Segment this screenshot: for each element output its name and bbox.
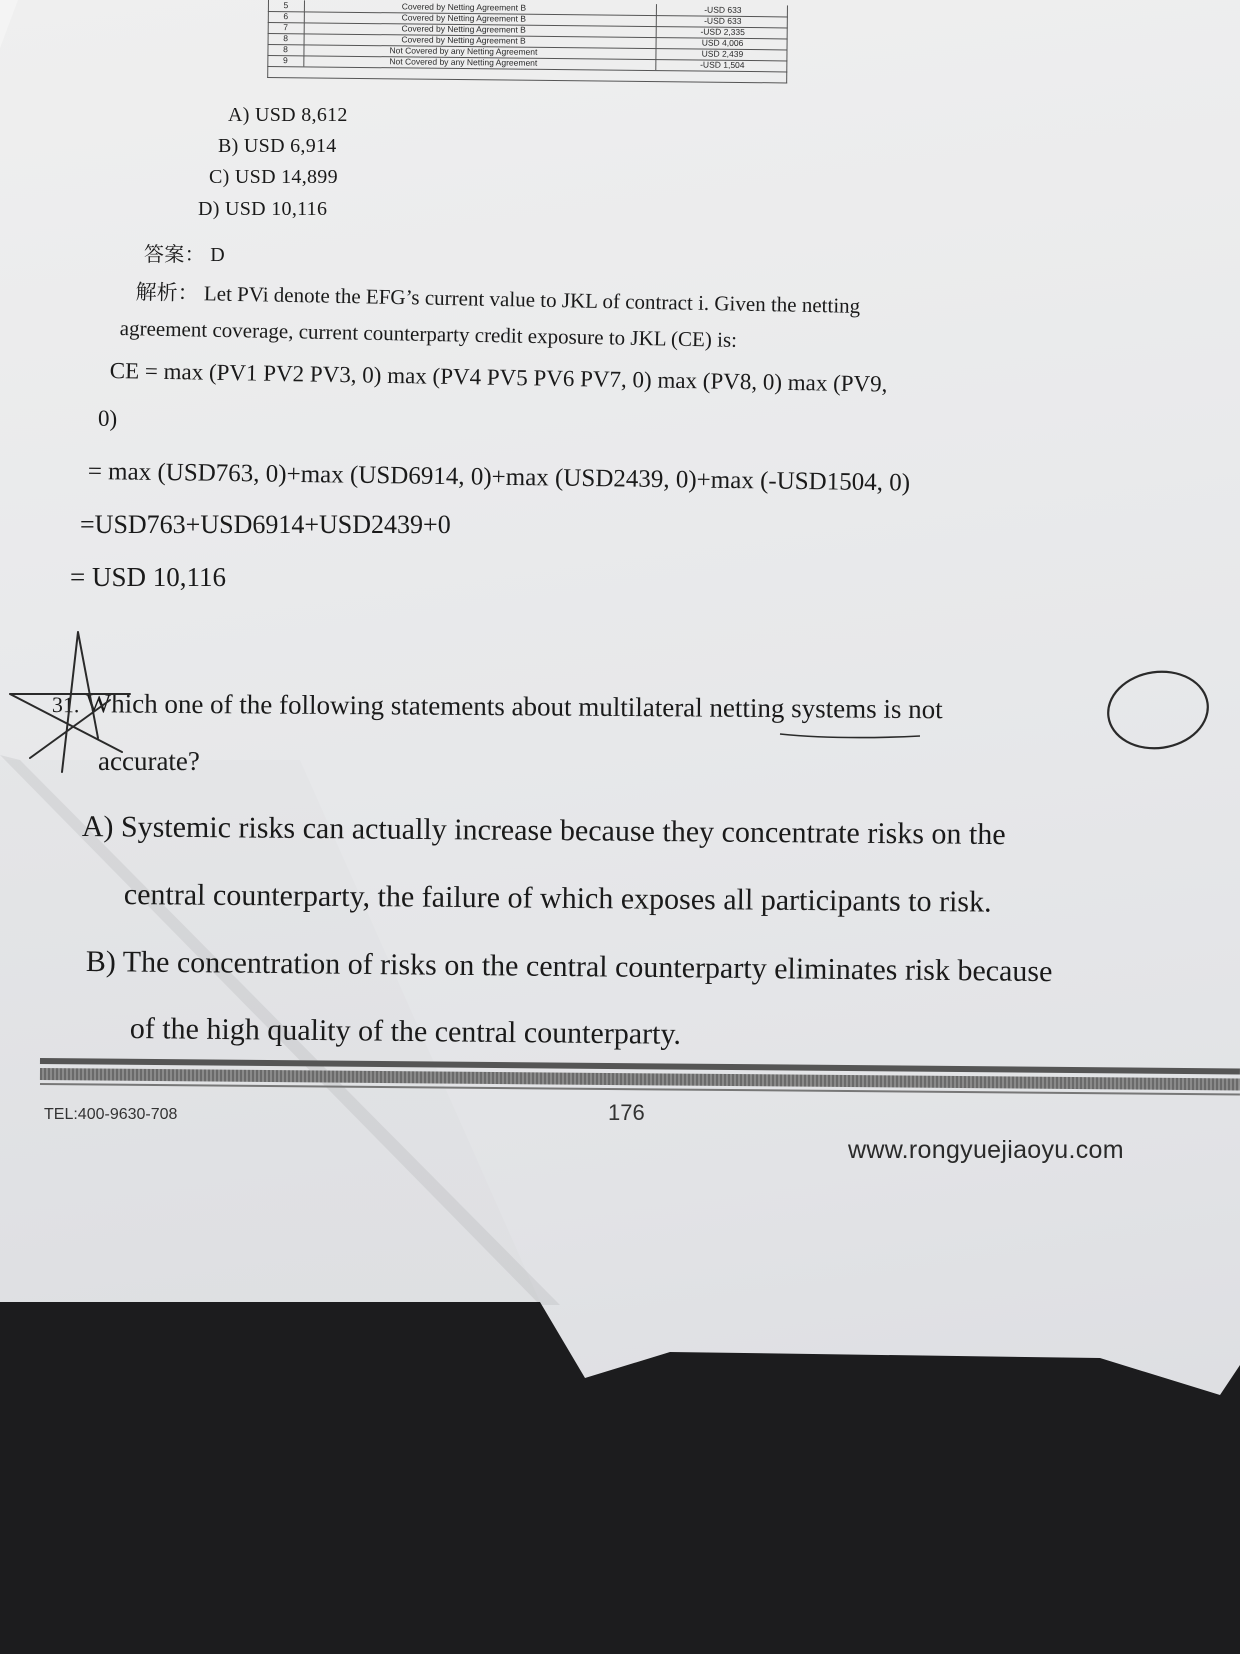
row-number: 8 (283, 33, 289, 44)
formula-line-3: =USD763+USD6914+USD2439+0 (80, 510, 451, 539)
row-value: -USD 633 (656, 4, 789, 16)
row-description: Not Covered by any Netting Agreement (303, 55, 622, 69)
row-description: Covered by Netting Agreement B (304, 22, 623, 36)
row-value: -USD 2,335 (656, 26, 789, 38)
row-value: -USD 633 (656, 15, 789, 27)
row-number: 7 (283, 22, 289, 33)
option-d: D) USD 10,116 (198, 198, 328, 220)
row-number: 9 (282, 55, 288, 66)
row-description: Not Covered by any Netting Agreement (303, 44, 622, 58)
question-number: 31. (51, 691, 80, 718)
question-option-a-line-2: central counterparty, the failure of which exposes all participants to risk. (123, 878, 992, 919)
question-stem-line-2: accurate? (98, 746, 200, 776)
row-number: 8 (283, 44, 288, 55)
star-mark-icon (10, 632, 130, 772)
option-b: B) USD 6,914 (218, 135, 337, 157)
row-value: -USD 1,504 (655, 59, 788, 71)
row-value: USD 4,006 (656, 37, 789, 49)
explanation-label: 解析： (135, 279, 199, 306)
explanation-text: Let PVi denote the EFG’s current value to JKL of contract i. Given the netting (203, 281, 861, 318)
question-option-b-line-2: of the high quality of the central counterparty. (129, 1012, 682, 1051)
formula-line-1b: 0) (98, 406, 118, 431)
row-description: Covered by Netting Agreement B (304, 33, 623, 47)
formula-line-2: = max (USD763, 0)+max (USD6914, 0)+max (USD2439, 0)+max (-USD1504, 0) (87, 458, 911, 497)
row-value: USD 2,439 (655, 48, 788, 60)
row-number: 5 (283, 0, 289, 11)
question-stem-text: Which one of the following statements about multilateral netting systems is not (85, 688, 943, 725)
option-a: A) USD 8,612 (228, 104, 348, 126)
formula-line-4: = USD 10,116 (70, 562, 226, 592)
footer-url: www.rongyuejiaoyu.com (848, 1136, 1124, 1164)
circle-mark-icon (1103, 665, 1213, 754)
question-option-b-line-1: B) The concentration of risks on the central counterparty eliminates risk because (85, 945, 1053, 989)
row-description: Covered by Netting Agreement B (304, 11, 623, 25)
option-c: C) USD 14,899 (209, 166, 338, 188)
explanation-line-2: agreement coverage, current counterparty credit exposure to JKL (CE) is: (119, 316, 738, 352)
answer-label: 答案： (144, 244, 205, 266)
underline-mark-icon (780, 734, 920, 738)
row-description: Covered by Netting Agreement B (304, 0, 623, 14)
formula-line-1: CE = max (PV1 PV2 PV3, 0) max (PV4 PV5 PV6 PV7, 0) max (PV8, 0) max (PV9, (109, 358, 888, 397)
answer-value: D (210, 244, 225, 266)
question-option-a-line-1: A) Systemic risks can actually increase because they concentrate risks on the (81, 810, 1006, 852)
row-number: 6 (283, 11, 289, 22)
footer-page-number: 176 (608, 1100, 645, 1125)
footer-tel: TEL:400-9630-708 (44, 1106, 178, 1123)
